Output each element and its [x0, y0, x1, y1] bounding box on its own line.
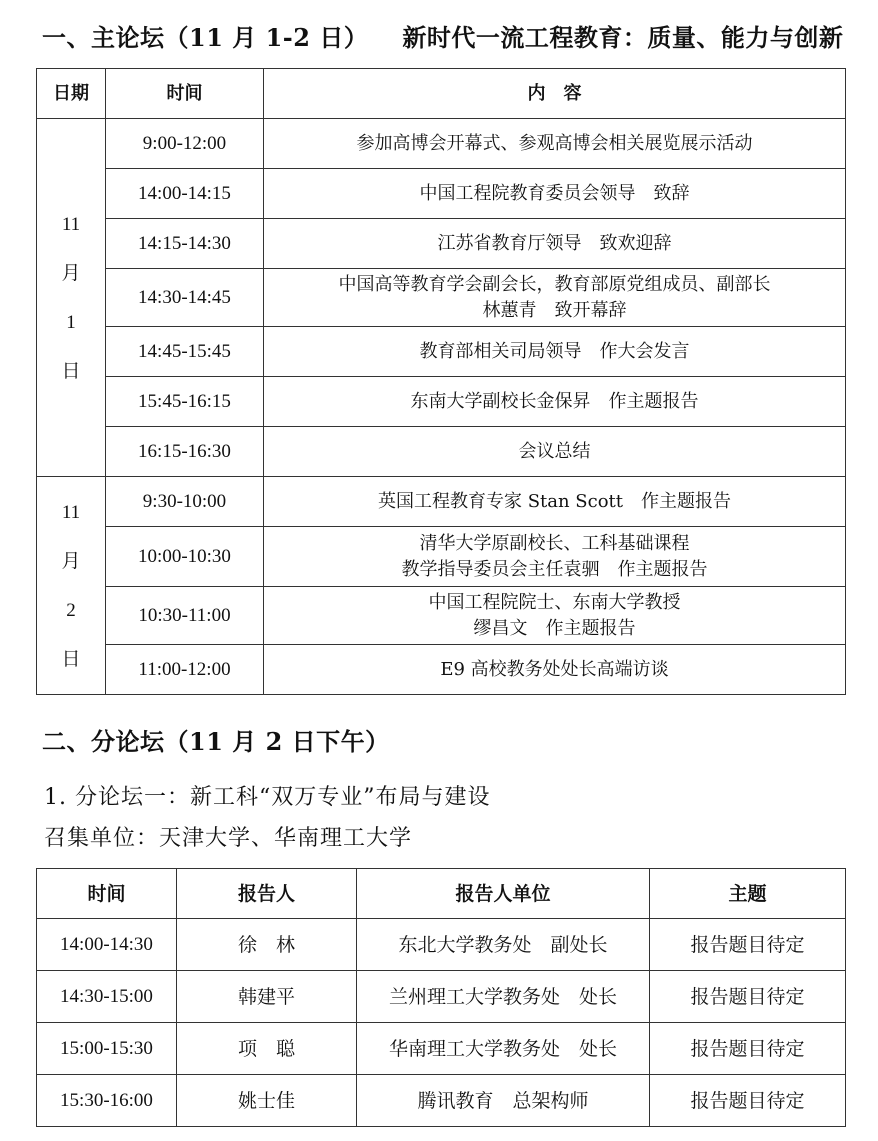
content-cell: 会议总结 [264, 427, 846, 477]
time-cell: 11:00-12:00 [106, 645, 264, 695]
section2-heading: 二、分论坛（11 月 2 日下午） [42, 727, 390, 756]
topic-cell: 报告题目待定 [650, 1075, 846, 1127]
topic-cell: 报告题目待定 [650, 971, 846, 1023]
time-cell: 14:00-14:15 [106, 169, 264, 219]
content-cell: 英国工程教育专家 Stan Scott 作主题报告 [264, 477, 846, 527]
time-cell: 16:15-16:30 [106, 427, 264, 477]
table-row [37, 1075, 846, 1127]
table-row [37, 1023, 846, 1075]
time-cell: 9:30-10:00 [106, 477, 264, 527]
time-cell: 10:00-10:30 [106, 527, 264, 587]
speaker-cell: 项 聪 [177, 1023, 357, 1075]
date-cell-day1: 11 月 1 日 [37, 119, 106, 477]
date-cell-day2: 11 月 2 日 [37, 477, 106, 695]
subforum-table [36, 868, 846, 1127]
time-cell: 14:45-15:45 [106, 327, 264, 377]
table-header-row [37, 69, 846, 119]
table-row [37, 477, 846, 527]
table-row [37, 971, 846, 1023]
table-row [37, 919, 846, 971]
table-row [37, 269, 846, 327]
header-content: 内 容 [264, 69, 846, 119]
time-cell: 15:30-16:00 [37, 1075, 177, 1127]
speaker-cell: 徐 林 [177, 919, 357, 971]
content-cell: 参加高博会开幕式、参观高博会相关展览展示活动 [264, 119, 846, 169]
content-cell: E9 高校教务处处长高端访谈 [264, 645, 846, 695]
time-cell: 14:30-14:45 [106, 269, 264, 327]
table-row [37, 327, 846, 377]
section1-heading [42, 18, 843, 53]
table-row [37, 377, 846, 427]
time-cell: 15:00-15:30 [37, 1023, 177, 1075]
affiliation-cell: 华南理工大学教务处 处长 [357, 1023, 650, 1075]
affiliation-cell: 东北大学教务处 副处长 [357, 919, 650, 971]
topic-cell: 报告题目待定 [650, 919, 846, 971]
topic-cell: 报告题目待定 [650, 1023, 846, 1075]
table-row [37, 169, 846, 219]
affiliation-cell: 腾讯教育 总架构师 [357, 1075, 650, 1127]
convener-line: 召集单位：天津大学、华南理工大学 [44, 826, 413, 851]
table-row [37, 219, 846, 269]
section1-heading-title: 一、主论坛（11 月 1-2 日） [42, 23, 369, 52]
speaker-cell: 韩建平 [177, 971, 357, 1023]
time-cell: 9:00-12:00 [106, 119, 264, 169]
header-date: 日期 [37, 69, 106, 119]
content-cell: 江苏省教育厅领导 致欢迎辞 [264, 219, 846, 269]
table-row [37, 587, 846, 645]
time-cell: 14:15-14:30 [106, 219, 264, 269]
content-cell: 东南大学副校长金保昇 作主题报告 [264, 377, 846, 427]
header-affiliation: 报告人单位 [357, 869, 650, 919]
header-speaker: 报告人 [177, 869, 357, 919]
main-forum-table [36, 68, 846, 695]
time-cell: 10:30-11:00 [106, 587, 264, 645]
header-time: 时间 [37, 869, 177, 919]
time-cell: 14:00-14:30 [37, 919, 177, 971]
content-cell: 中国工程院教育委员会领导 致辞 [264, 169, 846, 219]
content-cell: 中国工程院院士、东南大学教授 缪昌文 作主题报告 [264, 587, 846, 645]
content-cell: 清华大学原副校长、工科基础课程 教学指导委员会主任袁驷 作主题报告 [264, 527, 846, 587]
table-row [37, 645, 846, 695]
content-cell: 中国高等教育学会副会长，教育部原党组成员、副部长 林蕙青 致开幕辞 [264, 269, 846, 327]
time-cell: 14:30-15:00 [37, 971, 177, 1023]
content-cell: 教育部相关司局领导 作大会发言 [264, 327, 846, 377]
time-cell: 15:45-16:15 [106, 377, 264, 427]
header-topic: 主题 [650, 869, 846, 919]
table-row [37, 119, 846, 169]
table-header-row [37, 869, 846, 919]
affiliation-cell: 兰州理工大学教务处 处长 [357, 971, 650, 1023]
header-time: 时间 [106, 69, 264, 119]
forum-title: 1. 分论坛一：新工科“双万专业”布局与建设 [44, 785, 491, 810]
speaker-cell: 姚士佳 [177, 1075, 357, 1127]
table-row [37, 427, 846, 477]
table-row [37, 527, 846, 587]
section1-heading-theme: 新时代一流工程教育：质量、能力与创新 [402, 23, 844, 52]
